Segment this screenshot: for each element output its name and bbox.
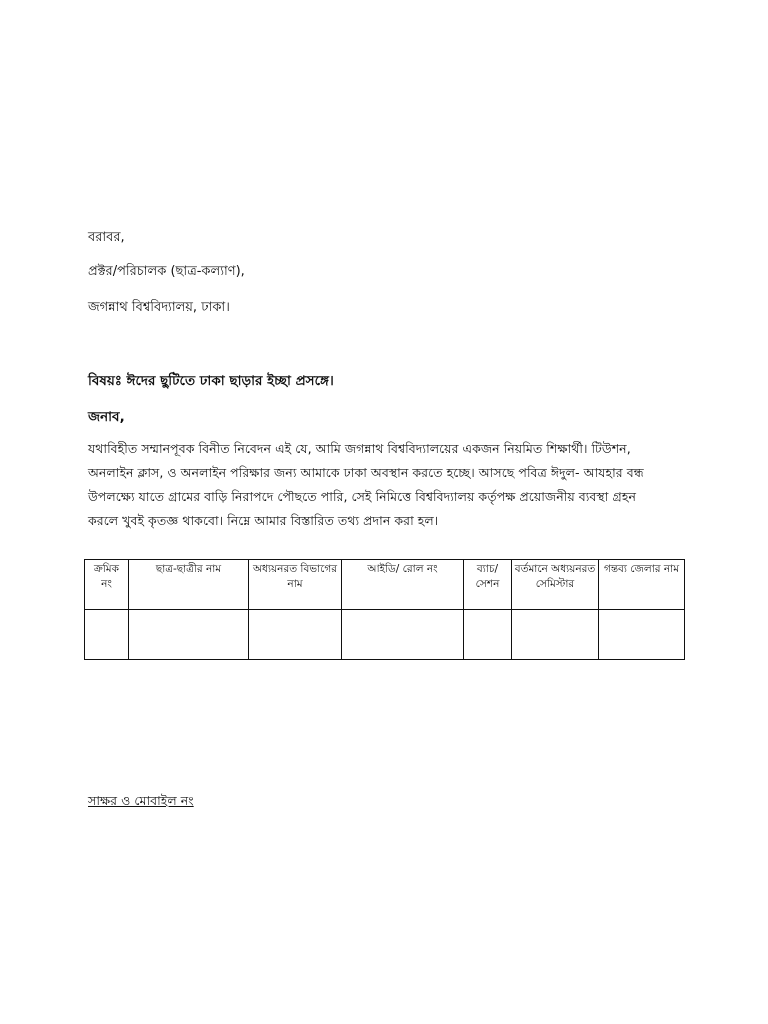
signature-mobile-label: সাক্ষর ও মোবাইল নং [88, 793, 194, 808]
body-line: অনলাইন ক্লাস, ও অনলাইন পরিক্ষার জন্য আমাকে ঢাকা অবস্থান করতে হচ্ছে। আসছে পবিত্র ঈদুল- আযহার বন্ধ [88, 465, 644, 480]
header-department: অধ্যয়নরত বিভাগের নাম [249, 560, 342, 610]
table-cell[interactable] [249, 610, 342, 660]
header-batch-session: ব্যাচ/ সেশন [464, 560, 512, 610]
header-destination-district: গন্তব্য জেলার নাম [599, 560, 685, 610]
recipient-title: প্রক্টর/পরিচালক (ছাত্র-কল্যাণ), [88, 264, 245, 279]
table-cell[interactable] [342, 610, 464, 660]
table-cell[interactable] [464, 610, 512, 660]
header-student-name: ছাত্র-ছাত্রীর নাম [129, 560, 249, 610]
table-cell[interactable] [599, 610, 685, 660]
table-cell[interactable] [512, 610, 599, 660]
body-line: যথাবিহীত সম্মানপূবক বিনীত নিবেদন এই যে, আমি জগন্নাথ বিশ্ববিদ্যালয়ের একজন নিয়মিত শিক্ষার্থী। টিউশন, [88, 441, 631, 456]
student-info-table [84, 559, 685, 660]
recipient-greeting: বরাবর, [88, 230, 125, 245]
body-line: করলে খুবই কৃতজ্ঞ থাকবো। নিম্নে আমার বিস্তারিত তথ্য প্রদান করা হল। [88, 513, 439, 528]
recipient-institution: জগন্নাথ বিশ্ববিদ্যালয়, ঢাকা। [88, 300, 230, 315]
header-semester: বর্তমানে অধ্যয়নরত সেমিস্টার [512, 560, 599, 610]
letter-salutation: জনাব, [88, 409, 125, 425]
header-id-roll: আইডি/ রোল নং [342, 560, 464, 610]
header-serial: ক্রমিক নং [85, 560, 129, 610]
table-cell[interactable] [129, 610, 249, 660]
table-cell[interactable] [85, 610, 129, 660]
table-row [85, 610, 685, 660]
body-line: উপলক্ষ্যে যাতে গ্রামের বাড়ি নিরাপদে পৌছতে পারি, সেই নিমিত্তে বিশ্ববিদ্যালয় কর্তৃপক্ষ প্রয়োজনীয় ব্যবস্থা গ্রহন [88, 489, 636, 504]
letter-subject: বিষয়ঃ ঈদের ছুটিতে ঢাকা ছাড়ার ইচ্ছা প্রসঙ্গে। [88, 373, 334, 389]
table-header-row [85, 560, 685, 610]
